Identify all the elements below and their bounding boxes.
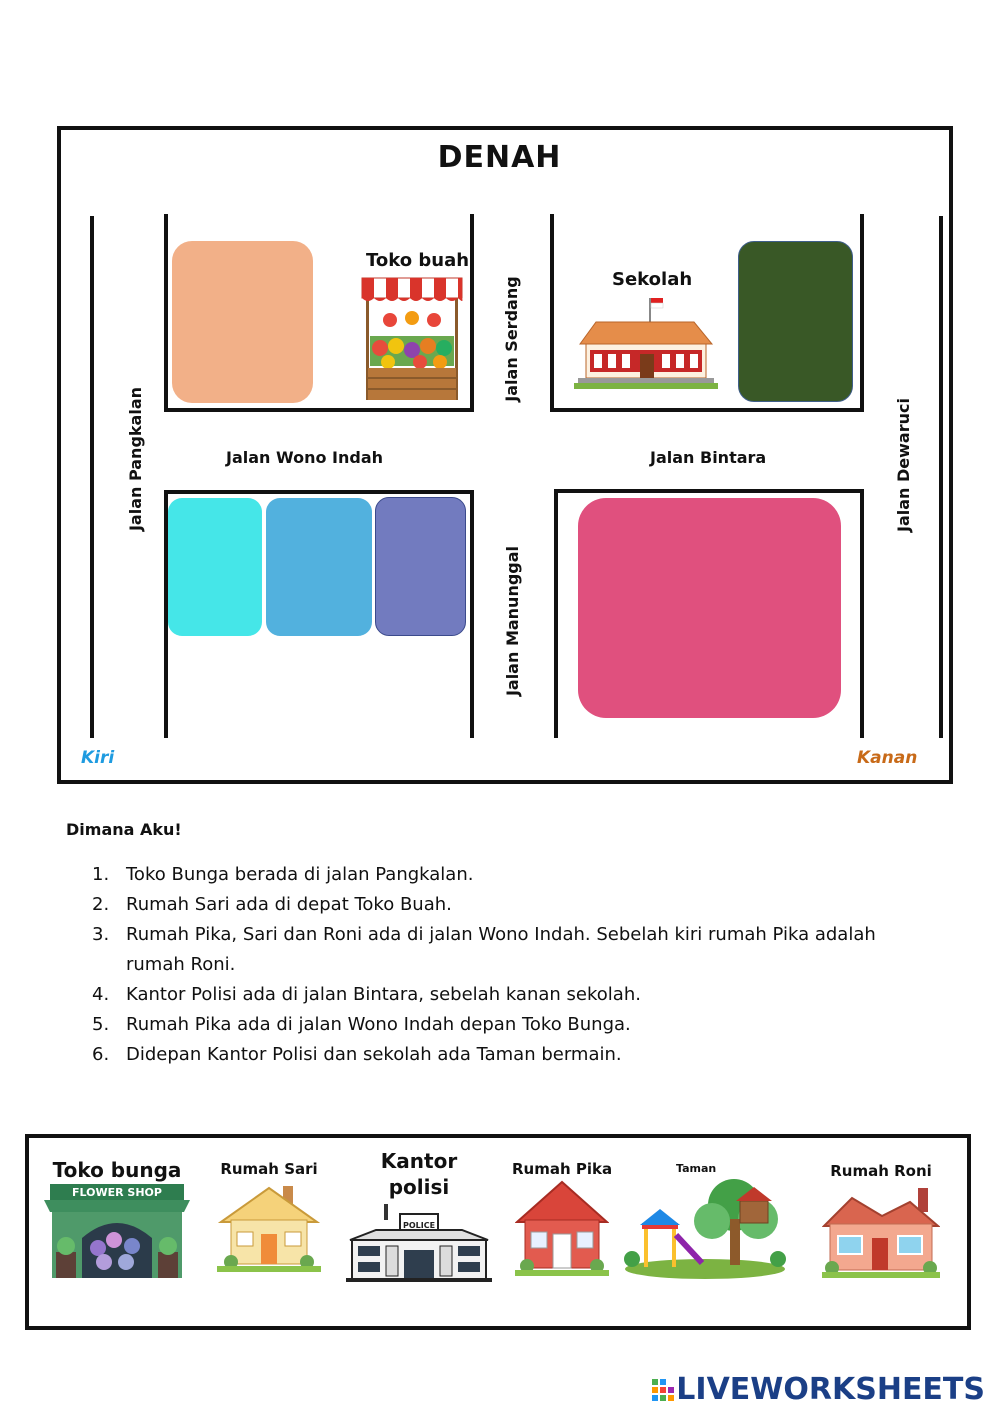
block-outline: [470, 214, 474, 412]
block-outline: [554, 489, 864, 493]
block-outline: [164, 490, 474, 494]
road-line: [939, 216, 943, 738]
drop-zone-pink[interactable]: [578, 498, 841, 718]
rumah-pika-label: Rumah Pika: [512, 1160, 613, 1178]
list-item: 5. Rumah Pika ada di jalan Wono Indah depan Toko Bunga.: [92, 1014, 631, 1035]
street-label-bintara: Jalan Bintara: [650, 448, 767, 467]
block-outline: [860, 489, 864, 738]
left-side-label: Kiri: [81, 748, 115, 768]
list-item: 4. Kantor Polisi ada di jalan Bintara, sebelah kanan sekolah.: [92, 984, 641, 1005]
drop-zone-orange[interactable]: [172, 241, 313, 403]
kantor-polisi-label-2: polisi: [388, 1175, 450, 1199]
block-outline: [164, 214, 168, 412]
fruit-stall-icon: [360, 276, 464, 402]
toko-bunga-label: Toko bunga: [52, 1158, 182, 1182]
block-outline: [550, 408, 864, 412]
svg-text:FLOWER SHOP: FLOWER SHOP: [72, 1186, 162, 1199]
kantor-polisi-label-1: Kantor: [380, 1149, 458, 1173]
road-line: [90, 216, 94, 738]
house-yellow-icon: [217, 1178, 321, 1274]
draggable-toko-bunga[interactable]: [40, 1158, 194, 1286]
brand-name: LIVEWORKSHEETS: [676, 1372, 985, 1407]
svg-text:POLICE: POLICE: [402, 1221, 436, 1230]
block-outline: [470, 490, 474, 738]
block-outline: [860, 214, 864, 412]
block-outline: [554, 489, 558, 738]
house-orange-icon: [822, 1180, 940, 1280]
map-title: DENAH: [437, 140, 562, 175]
toko-buah-label: Toko buah: [366, 250, 470, 271]
block-outline: [164, 408, 474, 412]
rumah-roni-label: Rumah Roni: [830, 1162, 932, 1180]
playground-icon: [622, 1175, 788, 1279]
questions-title: Dimana Aku!: [66, 820, 182, 839]
block-outline: [550, 214, 554, 412]
right-side-label: Kanan: [857, 748, 918, 768]
draggable-rumah-sari[interactable]: [214, 1160, 324, 1278]
sekolah-label: Sekolah: [612, 269, 693, 290]
police-station-icon: [346, 1200, 492, 1284]
liveworksheets-icon: [652, 1379, 674, 1401]
street-label-manunggal: Jalan Manunggal: [503, 545, 522, 697]
school-icon: [570, 294, 720, 394]
taman-label: Taman: [676, 1162, 717, 1175]
rumah-sari-label: Rumah Sari: [220, 1160, 318, 1178]
drop-zone-blue[interactable]: [266, 498, 372, 636]
street-label-dewaruci: Jalan Dewaruci: [894, 398, 913, 532]
drop-zone-purple[interactable]: [375, 497, 466, 636]
list-item: 2. Rumah Sari ada di depat Toko Buah.: [92, 894, 452, 915]
list-item: 6. Didepan Kantor Polisi dan sekolah ada Taman bermain.: [92, 1044, 622, 1065]
draggable-rumah-roni[interactable]: [822, 1162, 940, 1284]
drop-zone-darkgreen[interactable]: [738, 241, 853, 402]
draggable-kantor-polisi[interactable]: [344, 1148, 494, 1288]
clue-list: [92, 860, 912, 1070]
street-label-serdang: Jalan Serdang: [502, 276, 521, 402]
list-item: 3. Rumah Pika, Sari dan Roni ada di jalan Wono Indah. Sebelah kiri rumah Pika adalah rumah Roni.: [92, 924, 876, 975]
house-red-icon: [515, 1178, 609, 1278]
draggable-taman[interactable]: [622, 1162, 788, 1283]
street-label-wono-indah: Jalan Wono Indah: [226, 448, 383, 467]
drop-zone-cyan[interactable]: [168, 498, 262, 636]
draggable-rumah-pika[interactable]: [512, 1160, 612, 1282]
brand-logo: [652, 1372, 985, 1407]
flower-shop-icon: [42, 1182, 192, 1282]
street-label-pangkalan: Jalan Pangkalan: [126, 386, 145, 532]
list-item: 1. Toko Bunga berada di jalan Pangkalan.: [92, 864, 474, 885]
